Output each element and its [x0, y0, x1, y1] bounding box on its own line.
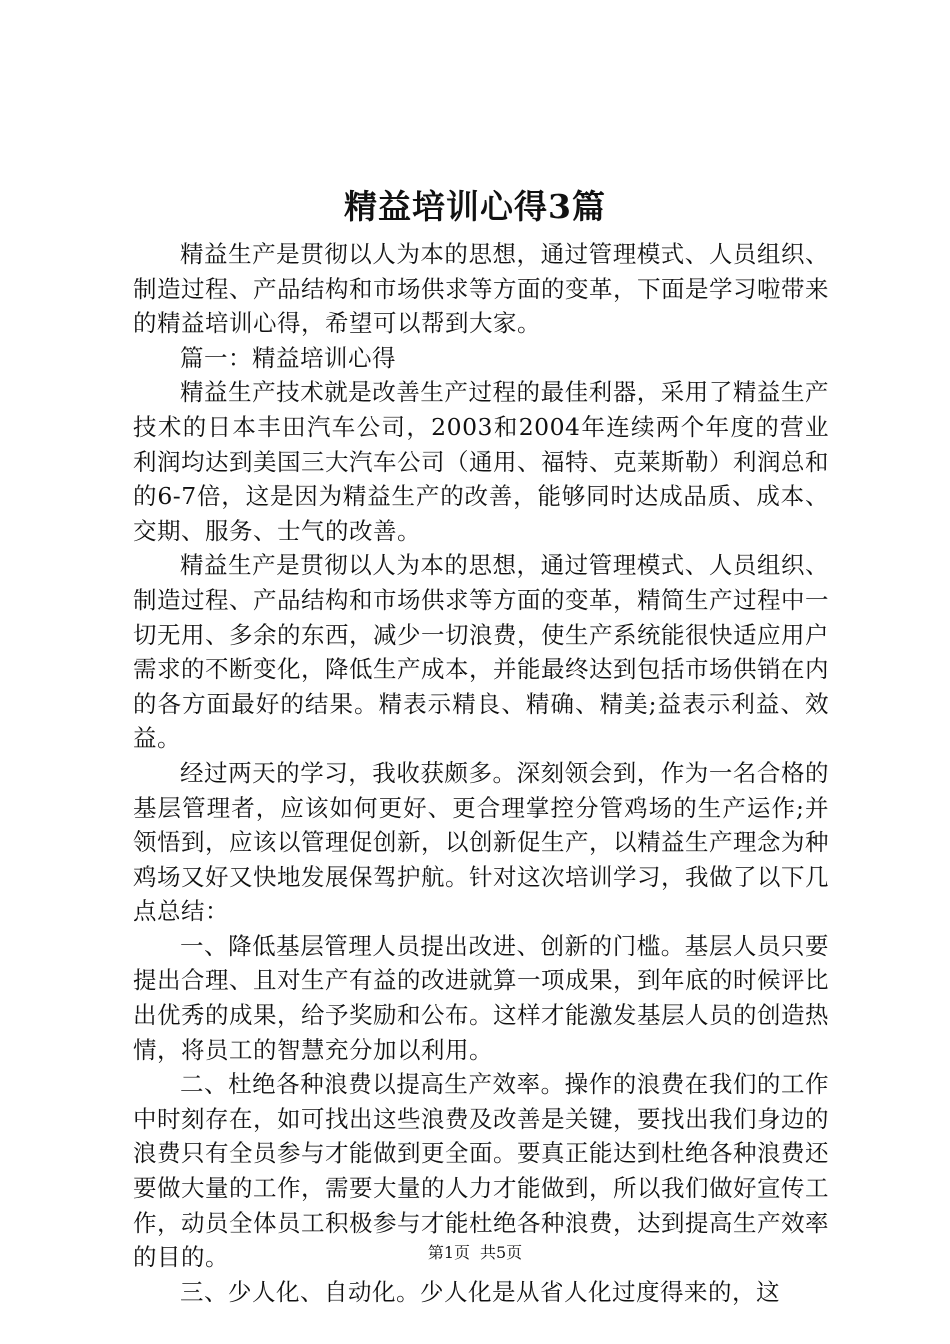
list-item-3: 三、少人化、自动化。少人化是从省人化过度得来的，这 — [180, 1277, 780, 1306]
list-item-2: 二、杜绝各种浪费以提高生产效率。操作的浪费在我们的工作中时刻存在，如可找出这些浪费及改善是关键，要找出我们身边的浪费只有全员参与才能做到更全面。要真正能达到杜绝各种浪费还要做大量的工作，需要大量的人力才能做到，所以我们做好宣传工作，动员全体员工积极参与才能杜绝各种浪费，达到提高生产效率的目的。 — [133, 1070, 829, 1272]
page-number: 第1页 — [427, 1243, 470, 1262]
document-title: 精益培训心得3篇 — [344, 187, 606, 226]
paragraph: 精益生产是贯彻以人为本的思想，通过管理模式、人员组织、制造过程、产品结构和市场供求等方面的变革，精简生产过程中一切无用、多余的东西，减少一切浪费，使生产系统能很快适应用户需求的不断变化，降低生产成本，并能最终达到包括市场供销在内的各方面最好的结果。精表示精良、精确、精美;益表示利益、效益。 — [133, 551, 829, 753]
section-heading-1: 篇一：精益培训心得 — [180, 343, 396, 372]
page-total: 共5页 — [480, 1243, 523, 1262]
list-item-1: 一、降低基层管理人员提出改进、创新的门槛。基层人员只要提出合理、且对生产有益的改进就算一项成果，到年底的时候评比出优秀的成果，给予奖励和公布。这样才能激发基层人员的创造热情，将员工的智慧充分加以利用。 — [133, 931, 829, 1064]
paragraph: 经过两天的学习，我收获颇多。深刻领会到，作为一名合格的基层管理者，应该如何更好、更合理掌控分管鸡场的生产运作;并领悟到，应该以管理促创新，以创新促生产，以精益生产理念为种鸡场又好又快地发展保驾护航。针对这次培训学习，我做了以下几点总结： — [133, 758, 829, 926]
paragraph: 精益生产技术就是改善生产过程的最佳利器，采用了精益生产技术的日本丰田汽车公司，2003和2004年连续两个年度的营业利润均达到美国三大汽车公司（通用、福特、克莱斯勒）利润总和的6-7倍，这是因为精益生产的改善，能够同时达成品质、成本、交期、服务、士气的改善。 — [133, 378, 829, 545]
document-body — [133, 237, 829, 1309]
paragraph-intro: 精益生产是贯彻以人为本的思想，通过管理模式、人员组织、制造过程、产品结构和市场供求等方面的变革，下面是学习啦带来的精益培训心得，希望可以帮到大家。 — [133, 240, 829, 338]
page-footer — [0, 1242, 950, 1264]
